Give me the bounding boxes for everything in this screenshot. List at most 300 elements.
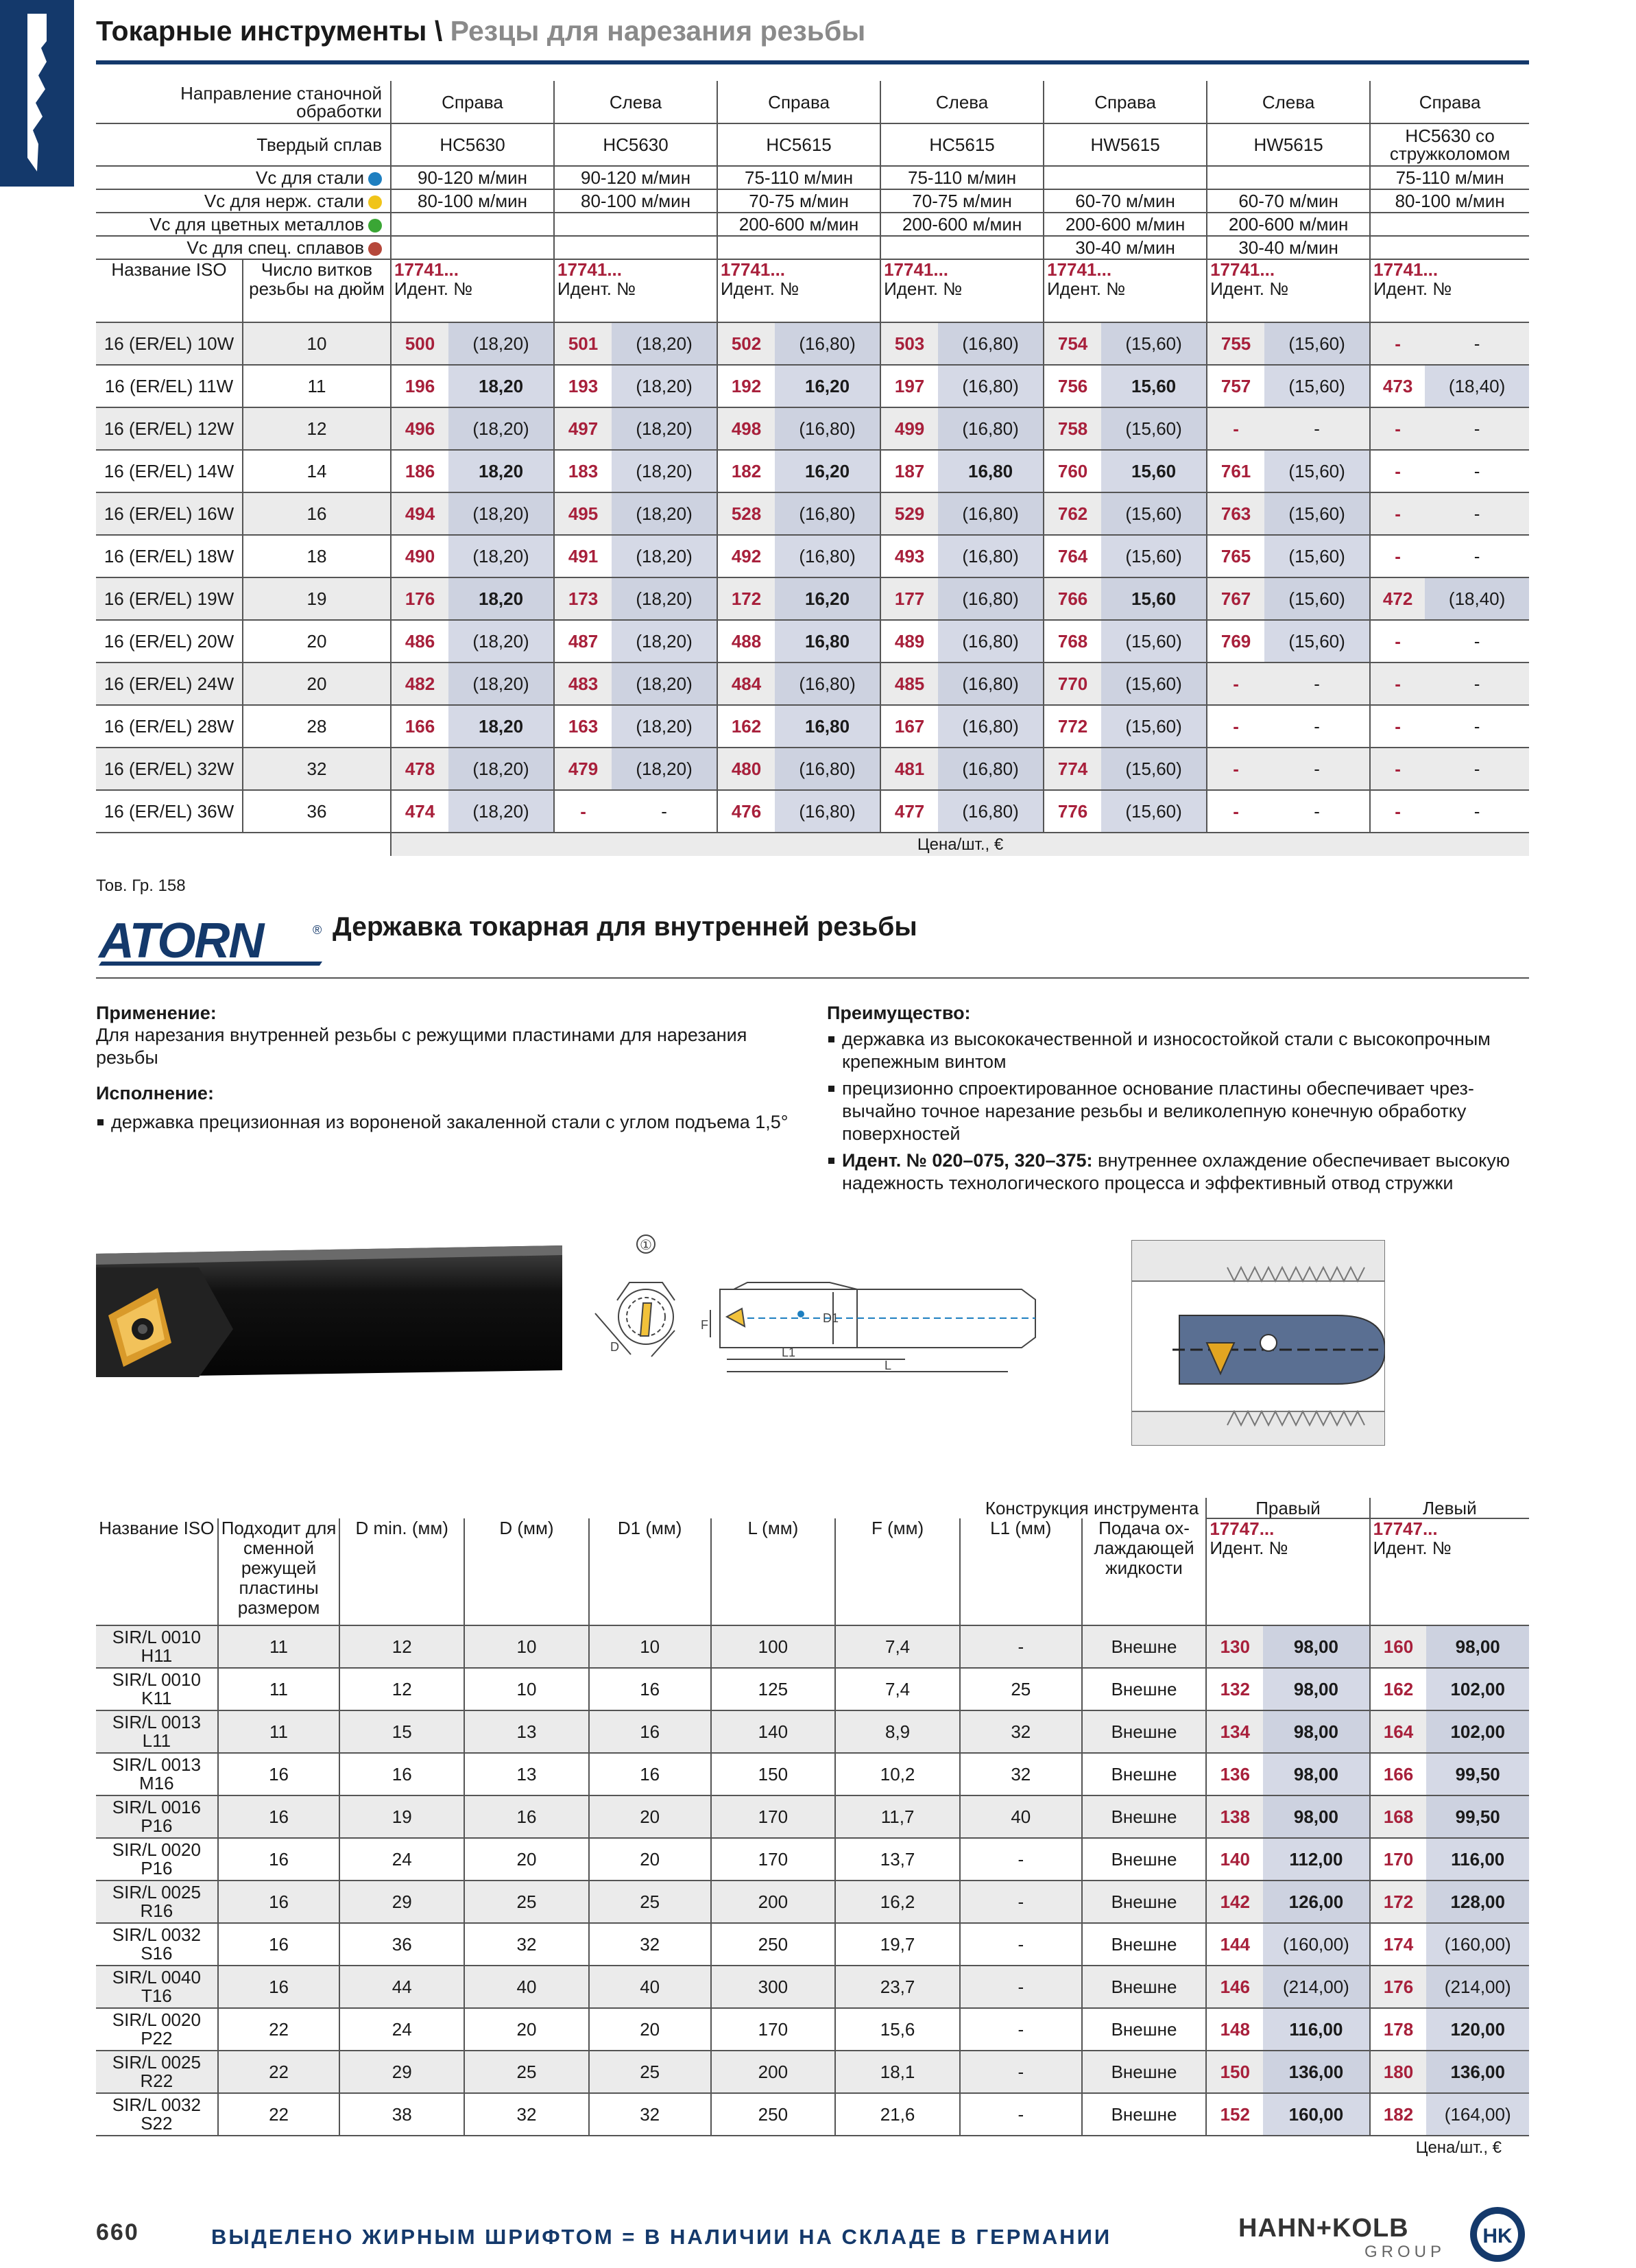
dmin-cell: 29 (339, 2051, 464, 2093)
ident-cell: - (1370, 705, 1425, 748)
price-cell: (16,80) (775, 748, 880, 790)
l1-cell: 25 (960, 1668, 1082, 1710)
ident-cell: 496 (391, 407, 448, 450)
ident-cell: 183 (554, 450, 612, 492)
ident-cell: 182 (717, 450, 775, 492)
svg-text:L1: L1 (782, 1346, 796, 1359)
price-cell: 98,00 (1263, 1625, 1369, 1668)
d-cell: 16 (464, 1795, 589, 1838)
vc-cell: 75-110 м/мин (880, 166, 1044, 189)
technical-drawing (583, 1234, 1049, 1385)
grade-cell: HC5615 (880, 123, 1044, 166)
cool-cell: Внешне (1082, 1838, 1207, 1881)
ident-cell: 756 (1044, 365, 1101, 407)
tpi-cell: 36 (243, 790, 391, 833)
price-cell: - (1264, 748, 1370, 790)
ident-cell: 177 (880, 577, 938, 620)
tpi-cell: 12 (243, 407, 391, 450)
price-cell: - (1264, 663, 1370, 705)
vc-cell: 80-100 м/мин (391, 189, 554, 213)
ident-label: Идент. № (1210, 278, 1289, 299)
price-cell: 16,20 (775, 577, 880, 620)
cool-cell: Внешне (1082, 1625, 1207, 1668)
price-cell: (160,00) (1263, 1923, 1369, 1966)
f-cell: 11,7 (835, 1795, 960, 1838)
price-cell: (214,00) (1263, 1966, 1369, 2008)
vc-cell (880, 236, 1044, 259)
ident-cell: 152 (1206, 2093, 1263, 2136)
iso-name: 16 (ER/EL) 11W (96, 365, 243, 407)
l-cell: 200 (711, 2051, 836, 2093)
ident-cell: 776 (1044, 790, 1101, 833)
l1-cell: - (960, 2051, 1082, 2093)
d-cell: 20 (464, 2008, 589, 2051)
ident-cell: - (1370, 663, 1425, 705)
iso-cell: SIR/L 0016 P16 (96, 1795, 218, 1838)
dmin-cell: 12 (339, 1668, 464, 1710)
price-cell: 98,00 (1263, 1668, 1369, 1710)
ident-cell: 172 (1370, 1881, 1427, 1923)
page-subtitle: Резцы для нарезания резьбы (450, 15, 866, 47)
price-cell: - (1425, 450, 1529, 492)
price-cell: 126,00 (1263, 1881, 1369, 1923)
ident-cell: 186 (391, 450, 448, 492)
ident-cell: 764 (1044, 535, 1101, 577)
ident-cell: 136 (1206, 1753, 1263, 1795)
price-cell: (16,80) (938, 577, 1044, 620)
ident-cell: 481 (880, 748, 938, 790)
price-cell: 116,00 (1426, 1838, 1529, 1881)
tpi-cell: 28 (243, 705, 391, 748)
f-cell: 19,7 (835, 1923, 960, 1966)
price-cell: (18,20) (448, 663, 554, 705)
price-cell: (18,20) (448, 620, 554, 663)
price-cell: (18,20) (612, 450, 717, 492)
ident-label: Идент. № (1047, 278, 1126, 299)
ident-cell: 477 (880, 790, 938, 833)
vc-cell: 200-600 м/мин (1207, 213, 1370, 236)
iso-cell: SIR/L 0020 P16 (96, 1838, 218, 1881)
price-cell: (18,20) (612, 620, 717, 663)
stock-note: ВЫДЕЛЕНО ЖИРНЫМ ШРИФТОМ = В НАЛИЧИИ НА СКЛАДЕ В ГЕРМАНИИ (211, 2225, 1112, 2249)
price-cell: 98,00 (1263, 1710, 1369, 1753)
atorn-logo (96, 914, 322, 972)
ident-cell: 758 (1044, 407, 1101, 450)
column-header: D (мм) (464, 1518, 589, 1625)
table-row (96, 748, 1529, 790)
ident-cell: - (1207, 748, 1264, 790)
vc-cell: 30-40 м/мин (1044, 236, 1207, 259)
ident-cell: 480 (717, 748, 775, 790)
price-cell: (16,80) (938, 790, 1044, 833)
tpi-cell: 20 (243, 663, 391, 705)
price-cell: (15,60) (1264, 450, 1370, 492)
ident-cell: 755 (1207, 322, 1264, 365)
iso-cell: SIR/L 0013 M16 (96, 1753, 218, 1795)
vc-cell (1370, 236, 1529, 259)
price-cell: - (1264, 705, 1370, 748)
ident-cell: 473 (1370, 365, 1425, 407)
ident-cell: 768 (1044, 620, 1101, 663)
ident-cell: 164 (1370, 1710, 1427, 1753)
vc-label-text: Vc для спец. сплавов (187, 237, 365, 258)
d1-cell: 25 (589, 1881, 711, 1923)
vc-cell: 75-110 м/мин (717, 166, 880, 189)
ident-cell: - (1207, 663, 1264, 705)
article-prefix: 17741... (394, 259, 459, 280)
price-cell: (16,80) (938, 365, 1044, 407)
vc-label (96, 166, 391, 189)
price-cell: - (1425, 620, 1529, 663)
price-cell: (18,20) (612, 705, 717, 748)
article-prefix: 17741... (721, 259, 786, 280)
iso-name: 16 (ER/EL) 19W (96, 577, 243, 620)
price-cell: 98,00 (1426, 1625, 1529, 1668)
column-header: Подача ох-лаждающей жидкости (1082, 1518, 1207, 1625)
cool-cell: Внешне (1082, 1753, 1207, 1795)
f-cell: 7,4 (835, 1625, 960, 1668)
price-cell: 160,00 (1263, 2093, 1369, 2136)
price-cell: 18,20 (448, 365, 554, 407)
material-dot-icon (368, 242, 382, 256)
price-cell: 136,00 (1263, 2051, 1369, 2093)
dmin-cell: 38 (339, 2093, 464, 2136)
design-label: Конструкция инструмента (985, 1498, 1199, 1518)
table-row (96, 365, 1529, 407)
ident-cell: 757 (1207, 365, 1264, 407)
ident-cell: 502 (717, 322, 775, 365)
l-cell: 200 (711, 1881, 836, 1923)
ident-cell: 170 (1370, 1838, 1427, 1881)
ident-cell: - (1370, 492, 1425, 535)
price-cell: - (1425, 705, 1529, 748)
grade-cell: HW5615 (1044, 123, 1207, 166)
hahn-kolb-logo-group: GROUP (1364, 2243, 1446, 2261)
blank-cell (96, 2136, 1206, 2159)
table-row (96, 535, 1529, 577)
vc-label (96, 236, 391, 259)
svg-text:①: ① (640, 1237, 652, 1253)
ident-cell: 148 (1206, 2008, 1263, 2051)
left-description (96, 1003, 789, 1134)
column-header: L (мм) (711, 1518, 836, 1625)
table-row (96, 322, 1529, 365)
d-cell: 10 (464, 1625, 589, 1668)
article-prefix: 17741... (1373, 259, 1439, 280)
d-cell: 40 (464, 1966, 589, 2008)
vc-cell: 90-120 м/мин (554, 166, 717, 189)
table-row (96, 577, 1529, 620)
svg-text:L: L (885, 1359, 892, 1372)
insert-cell: 22 (218, 2008, 340, 2051)
l1-cell: - (960, 2008, 1082, 2051)
price-cell: (18,20) (612, 748, 717, 790)
ident-cell: 489 (880, 620, 938, 663)
vc-cell: 60-70 м/мин (1044, 189, 1207, 213)
d-cell: 25 (464, 2051, 589, 2093)
vc-cell (1044, 166, 1207, 189)
ident-cell: 192 (717, 365, 775, 407)
vc-row (96, 166, 1529, 189)
threads-header: Число витков резьбы на дюйм (243, 259, 391, 322)
price-cell: (18,20) (612, 407, 717, 450)
table-row (96, 1710, 1529, 1753)
price-cell: (15,60) (1101, 535, 1207, 577)
footer-row (96, 2136, 1529, 2159)
article-header (880, 259, 1044, 322)
column-header: D min. (мм) (339, 1518, 464, 1625)
vc-label (96, 213, 391, 236)
ident-cell: 193 (554, 365, 612, 407)
table-row (96, 450, 1529, 492)
price-cell: 16,20 (775, 365, 880, 407)
tpi-cell: 18 (243, 535, 391, 577)
ident-cell: - (1370, 322, 1425, 365)
tpi-cell: 14 (243, 450, 391, 492)
price-cell: 16,80 (938, 450, 1044, 492)
dmin-cell: 29 (339, 1881, 464, 1923)
ident-cell: 763 (1207, 492, 1264, 535)
ident-cell: 486 (391, 620, 448, 663)
iso-cell: SIR/L 0032 S16 (96, 1923, 218, 1966)
d-cell: 25 (464, 1881, 589, 1923)
tool-holder-photo-graphic (96, 1240, 562, 1398)
header-rule (96, 60, 1529, 64)
iso-name: 16 (ER/EL) 16W (96, 492, 243, 535)
l1-cell: - (960, 1881, 1082, 1923)
ident-cell: 491 (554, 535, 612, 577)
table-row (96, 2093, 1529, 2136)
product-group: Тов. Гр. 158 (96, 876, 186, 895)
price-cell: - (1264, 407, 1370, 450)
price-cell: (15,60) (1101, 705, 1207, 748)
article-header (1044, 259, 1207, 322)
material-dot-icon (368, 172, 382, 186)
advantage-heading: Преимущество: (827, 1003, 971, 1023)
direction-cell: Справа (717, 81, 880, 123)
table-row (96, 2051, 1529, 2093)
dmin-cell: 24 (339, 2008, 464, 2051)
l1-cell: - (960, 1966, 1082, 2008)
advantage-bullet: державка из высококачественной и износостойкой стали с высокопрочным крепежным винтом (827, 1028, 1533, 1073)
vc-row (96, 189, 1529, 213)
ident-cell: 163 (554, 705, 612, 748)
price-cell: 120,00 (1426, 2008, 1529, 2051)
iso-cell: SIR/L 0032 S22 (96, 2093, 218, 2136)
f-cell: 16,2 (835, 1881, 960, 1923)
cool-cell: Внешне (1082, 1966, 1207, 2008)
insert-cell: 16 (218, 1795, 340, 1838)
f-cell: 21,6 (835, 2093, 960, 2136)
price-cell: (15,60) (1101, 748, 1207, 790)
vc-cell (391, 236, 554, 259)
price-note: Цена/шт., € (1415, 2138, 1502, 2157)
ident-cell: 484 (717, 663, 775, 705)
vc-row (96, 236, 1529, 259)
insert-cell: 16 (218, 1923, 340, 1966)
f-cell: 18,1 (835, 2051, 960, 2093)
ident-cell: 761 (1207, 450, 1264, 492)
price-cell: (16,80) (775, 492, 880, 535)
article-prefix: 17741... (1047, 259, 1112, 280)
vc-cell: 80-100 м/мин (1370, 189, 1529, 213)
ident-cell: 497 (554, 407, 612, 450)
article-prefix: 17747... (1210, 1518, 1275, 1539)
iso-name: 16 (ER/EL) 18W (96, 535, 243, 577)
insert-cell: 11 (218, 1668, 340, 1710)
article-header (717, 259, 880, 322)
insert-cell: 16 (218, 1753, 340, 1795)
vc-cell (717, 236, 880, 259)
tpi-cell: 19 (243, 577, 391, 620)
ident-cell: - (1207, 705, 1264, 748)
ident-cell: 754 (1044, 322, 1101, 365)
ident-cell: 483 (554, 663, 612, 705)
right-description (827, 1003, 1533, 1195)
table-row (96, 620, 1529, 663)
ident-cell: 528 (717, 492, 775, 535)
ident-cell: 492 (717, 535, 775, 577)
vc-cell: 70-75 м/мин (880, 189, 1044, 213)
price-cell: (18,20) (612, 577, 717, 620)
iso-cell: SIR/L 0040 T16 (96, 1966, 218, 2008)
ident-cell: 774 (1044, 748, 1101, 790)
article-header (554, 259, 717, 322)
ident-cell: 767 (1207, 577, 1264, 620)
price-cell: (16,80) (775, 790, 880, 833)
internal-thread-illustration-graphic (1131, 1240, 1385, 1446)
l1-cell: - (960, 1625, 1082, 1668)
price-cell: (16,80) (938, 407, 1044, 450)
ident-cell: 178 (1370, 2008, 1427, 2051)
ident-cell: 472 (1370, 577, 1425, 620)
column-header: L1 (мм) (960, 1518, 1082, 1625)
hahn-kolb-logo-text: HAHN+KOLB (1238, 2214, 1409, 2243)
insert-cell: 11 (218, 1710, 340, 1753)
page-title: Токарные инструменты \ Резцы для нарезания резьбы (96, 15, 866, 47)
dmin-cell: 19 (339, 1795, 464, 1838)
price-note: Цена/шт., € (391, 833, 1529, 856)
price-cell: 102,00 (1426, 1710, 1529, 1753)
ident-cell: 173 (554, 577, 612, 620)
table-row (96, 663, 1529, 705)
ident-cell: 501 (554, 322, 612, 365)
vc-cell (1207, 166, 1370, 189)
svg-text:HK: HK (1482, 2225, 1513, 2247)
l1-cell: 40 (960, 1795, 1082, 1838)
price-cell: (18,20) (612, 535, 717, 577)
price-cell: (18,20) (448, 790, 554, 833)
price-cell: (18,40) (1425, 365, 1529, 407)
grade-cell: HC5630 со стружколомом (1370, 123, 1529, 166)
price-cell: - (1425, 535, 1529, 577)
svg-text:®: ® (313, 923, 322, 937)
price-cell: (16,80) (775, 663, 880, 705)
table-row (96, 1625, 1529, 1668)
insert-cell: 16 (218, 1838, 340, 1881)
price-cell: (15,60) (1264, 577, 1370, 620)
d1-cell: 10 (589, 1625, 711, 1668)
ident-cell: 162 (1370, 1668, 1427, 1710)
ident-cell: - (1207, 407, 1264, 450)
vc-cell: 200-600 м/мин (880, 213, 1044, 236)
vc-cell: 70-75 м/мин (717, 189, 880, 213)
ident-cell: 146 (1206, 1966, 1263, 2008)
tpi-cell: 16 (243, 492, 391, 535)
price-cell: - (1425, 407, 1529, 450)
grade-label: Твердый сплав (96, 123, 391, 166)
price-cell: 99,50 (1426, 1753, 1529, 1795)
ident-label: Идент. № (1373, 278, 1452, 299)
iso-cell: SIR/L 0020 P22 (96, 2008, 218, 2051)
direction-cell: Слева (554, 81, 717, 123)
vc-cell (1370, 213, 1529, 236)
price-cell: 98,00 (1263, 1795, 1369, 1838)
price-cell: 15,60 (1101, 450, 1207, 492)
table-row (96, 1838, 1529, 1881)
price-cell: (16,80) (938, 620, 1044, 663)
article-header (391, 259, 554, 322)
cool-cell: Внешне (1082, 2093, 1207, 2136)
ident-cell: 176 (1370, 1966, 1427, 2008)
grade-cell: HW5615 (1207, 123, 1370, 166)
d-cell: 20 (464, 1838, 589, 1881)
article-prefix: 17741... (884, 259, 949, 280)
ident-cell: - (1370, 748, 1425, 790)
ident-label: Идент. № (557, 278, 636, 299)
holder-table (96, 1498, 1529, 2159)
insert-cell: 11 (218, 1625, 340, 1668)
price-cell: 102,00 (1426, 1668, 1529, 1710)
vc-cell: 75-110 м/мин (1370, 166, 1529, 189)
tpi-cell: 32 (243, 748, 391, 790)
direction-cell: Справа (1370, 81, 1529, 123)
iso-name: 16 (ER/EL) 24W (96, 663, 243, 705)
column-header: Подходит для сменной режущей пластины размером (218, 1518, 340, 1625)
price-cell: 16,80 (775, 705, 880, 748)
l1-cell: - (960, 1838, 1082, 1881)
d1-cell: 32 (589, 1923, 711, 1966)
price-cell: (16,80) (775, 407, 880, 450)
article-prefix: 17741... (1210, 259, 1275, 280)
d1-cell: 20 (589, 1838, 711, 1881)
vc-row (96, 213, 1529, 236)
price-cell: 112,00 (1263, 1838, 1369, 1881)
price-cell: 15,60 (1101, 577, 1207, 620)
insert-cell: 22 (218, 2051, 340, 2093)
price-cell: (160,00) (1426, 1923, 1529, 1966)
vc-cell (554, 213, 717, 236)
price-cell: 128,00 (1426, 1881, 1529, 1923)
price-cell: (18,20) (612, 322, 717, 365)
ident-cell: - (1370, 790, 1425, 833)
direction-cell: Слева (1207, 81, 1370, 123)
article-prefix: 17747... (1373, 1518, 1438, 1539)
price-cell: (18,20) (448, 535, 554, 577)
footer-row (96, 833, 1529, 856)
l-cell: 250 (711, 1923, 836, 1966)
ident-cell: - (554, 790, 612, 833)
price-cell: (15,60) (1101, 322, 1207, 365)
header-row (96, 1498, 1529, 1518)
price-cell: 116,00 (1263, 2008, 1369, 2051)
vc-label (96, 189, 391, 213)
technical-drawing-graphic (583, 1234, 1049, 1385)
price-cell: - (1425, 492, 1529, 535)
price-cell: - (1264, 790, 1370, 833)
ident-cell: 493 (880, 535, 938, 577)
ident-cell: 499 (880, 407, 938, 450)
